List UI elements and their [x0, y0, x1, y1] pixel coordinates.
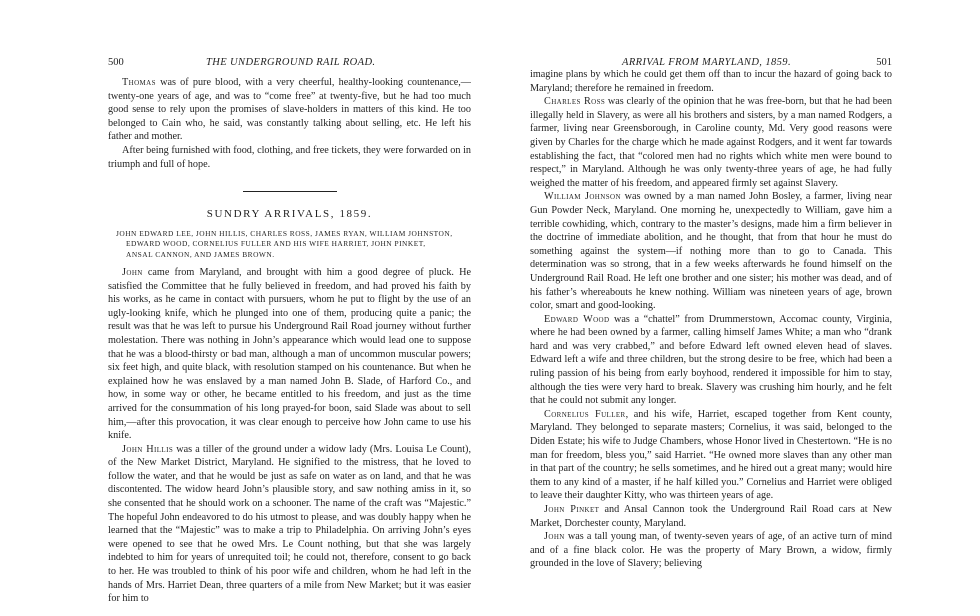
names-line: JOHN EDWARD LEE, JOHN HILLIS, CHARLES ROSS, JAMES RYAN, WILLIAM JOHNSTON,: [116, 228, 453, 238]
paragraph-john-pinket: [530, 503, 892, 530]
paragraph-john-tall: [530, 530, 892, 571]
paragraph-forwarded: [108, 144, 471, 171]
paragraph-william-johnson: [530, 190, 892, 312]
paragraph-lead: Thomas: [122, 77, 156, 88]
right-page-body: [530, 68, 892, 571]
paragraph-text: was a tiller of the ground under a widow lady (Mrs. Louisa Le Count), of the New Market District, Maryland. He signified to the mistress, that he loved to follow the water, and that he would be just as safe on water as on land, and that he was discontented. The widow heard John’s plausible story, and saw nothing amiss in it, so she consented that he should work on a schooner. The name of the craft was “Majestic.” The hopeful John endeavored to do his utmost to please, and was doubly happy when he learned that the “Majestic” was to make a trip to Philadelphia. On arriving John’s eyes were opened to see that he owed Mrs. Le Count nothing, but that she was largely indebted to him for years of unrequited toil; he could not, therefore, consent to go back to her. He was troubled to think of his poor wife and children, whom he had left in the hands of Mrs. Harriet Dean, three quarters of a mile from New Market; but it was easier for him to: [108, 443, 471, 605]
arrivals-name-list: [108, 229, 471, 260]
paragraph-lead: John Pinket: [544, 504, 600, 515]
paragraph-lead: Cornelius Fuller: [544, 408, 626, 420]
paragraph-text: came from Maryland, and brought with him a good degree of pluck. He satisfied the Committee that he fully believed in freedom, and had proved his faith by his works, as he came in contact with pursuers, whom he put to flight by the use of an ugly-looking knife, which he plunged into one of them, producing quite a panic; the result was that he was left to pursue his Underground Rail Road journey without further molestation. There was nothing in John’s appearance which would lead one to suppose that he was a blood-thirsty or bad man, although a man of uncommon muscular powers; six feet high, and quite black, with resolution stamped on his countenance. But when he explained how he was enslaved by a man named John B. Slade, of Harford Co., and how, in some way or other, he became entitled to his freedom, and just as the time arrived for the consummation of his long prayed-for boon, said Slade was about to sell him,—after this provocation, it was clear enough to perceive how John came to use his knife.: [108, 266, 471, 442]
right-page: [530, 0, 892, 616]
paragraph-john-hillis: [108, 443, 471, 606]
paragraph-charles-ross: [530, 95, 892, 190]
paragraph-john: [108, 266, 471, 443]
paragraph-continuation: imagine plans by which he could get them off than to incur the hazard of going back to Maryland; therefore he remained in freedom.: [530, 69, 892, 94]
left-page-header: [108, 56, 471, 70]
section-title: SUNDRY ARRIVALS, 1859.: [206, 208, 373, 221]
paragraph-text: was a tall young man, of twenty-seven years of age, of an active turn of mind and of a fine black color. He was the property of Mary Brown, a widow, firmly grounded in the love of Slavery; believing: [530, 531, 892, 570]
left-page-number: 500: [108, 57, 124, 68]
paragraph-text: was clearly of the opinion that he was free-born, but that he had been illegally held in Slavery, as were all his brothers and sisters, by a man named Rodgers, a farmer, living near Greensborough, in Caroline county, Md. Very good reasons were given by Charles for the charge which he made against Rodgers, and it went far towards establishing the fact, that “colored men had no rights which white men were bound to respect,” in Maryland. Although he was only twenty-three years of age, he had fully weighed the matter of his freedom, and appeared firmly set against Slavery.: [530, 96, 892, 189]
paragraph-thomas: [108, 76, 471, 144]
paragraph-lead: John: [544, 531, 565, 543]
left-running-title: THE UNDERGROUND RAIL ROAD.: [206, 57, 376, 68]
paragraph-text: After being furnished with food, clothing, and free tickets, they were forwarded on in triumph and full of hope.: [108, 144, 471, 170]
paragraph-cornelius-fuller: [530, 408, 892, 503]
paragraph-lead: Charles Ross: [544, 96, 606, 108]
left-page-body: [108, 76, 471, 606]
right-running-title: ARRIVAL FROM MARYLAND, 1859.: [622, 57, 791, 68]
paragraph-lead: William Johnson: [544, 191, 621, 203]
paragraph-text: was of pure blood, with a very cheerful, healthy-looking countenance,—twenty-one years of age, and was to “come free” at twenty-five, but he had too much good sense to rely upon the promises of slave-holders in matters of this kind. He too belonged to Cain who, he said, was constantly talking about selling, etc. He left his father and mother.: [108, 77, 471, 143]
paragraph-text: , and his wife, Harriet, escaped together from Kent county, Maryland. They belonged to separate masters; Cornelius, it was said, belonged to the Diden Estate; his wife to Judge Chambers, whose Honor lived in Chestertown. “He is no man for freedom, bless you,” said Harriet. “He owned more slaves than any other man in that part of the country; he sells sometimes, and he hired out a great many; would hire them to any kind of a master, if he half killed you.” Cornelius and Harriet were obliged to leave their daughter Kitty, who was thirteen years of age.: [530, 408, 892, 502]
paragraph-edward-wood: [530, 313, 892, 408]
left-page: [108, 0, 471, 616]
right-page-number: 501: [876, 57, 892, 68]
names-line: ANSAL CANNON, AND JAMES BROWN.: [126, 249, 275, 259]
paragraph-text: and Ansal Cannon took the Underground Rail Road cars at New Market, Dorchester county, Maryland.: [530, 504, 892, 529]
paragraph-text: was a “chattel” from Drummerstown, Accomac county, Virginia, where he had been owned by a farmer, calling himself James White; a man who “drank hard and was very crabbed,” and before Edward left owned eleven head of slaves. Edward left a wife and three children, but the strong desire to be free, which had been a ruling passion of his being from early boyhood, rendered it impossible for him to stay, although the ties were very hard to break. Slavery was crushing him hourly, and he felt that he could not submit any longer.: [530, 313, 892, 407]
paragraph-lead: Edward Wood: [544, 313, 610, 325]
paragraph-text: was owned by a man named John Bosley, a farmer, living near Gun Powder Neck, Maryland. One morning he, unexpectedly to William, gave him a terrible cowhiding, which, contrary to the master’s designs, made him a firm believer in the doctrine of immediate abolition, and he thought, that from that hour he must do something against the system—if nothing more than to go to Canada. This determination was so strong, that in a few weeks afterwards he found himself on the Underground Rail Road. He left one brother and one sister; his mother was dead, and of his father’s whereabouts he knew nothing. William was nineteen years of age, brown color, smart and good-looking.: [530, 191, 892, 312]
section-divider: [243, 191, 337, 192]
names-line: EDWARD WOOD, CORNELIUS FULLER AND HIS WIFE HARRIET, JOHN PINKET,: [126, 239, 426, 249]
paragraph-lead: John: [122, 266, 143, 278]
paragraph-lead: John Hillis: [122, 443, 174, 455]
right-page-header: [530, 56, 892, 70]
